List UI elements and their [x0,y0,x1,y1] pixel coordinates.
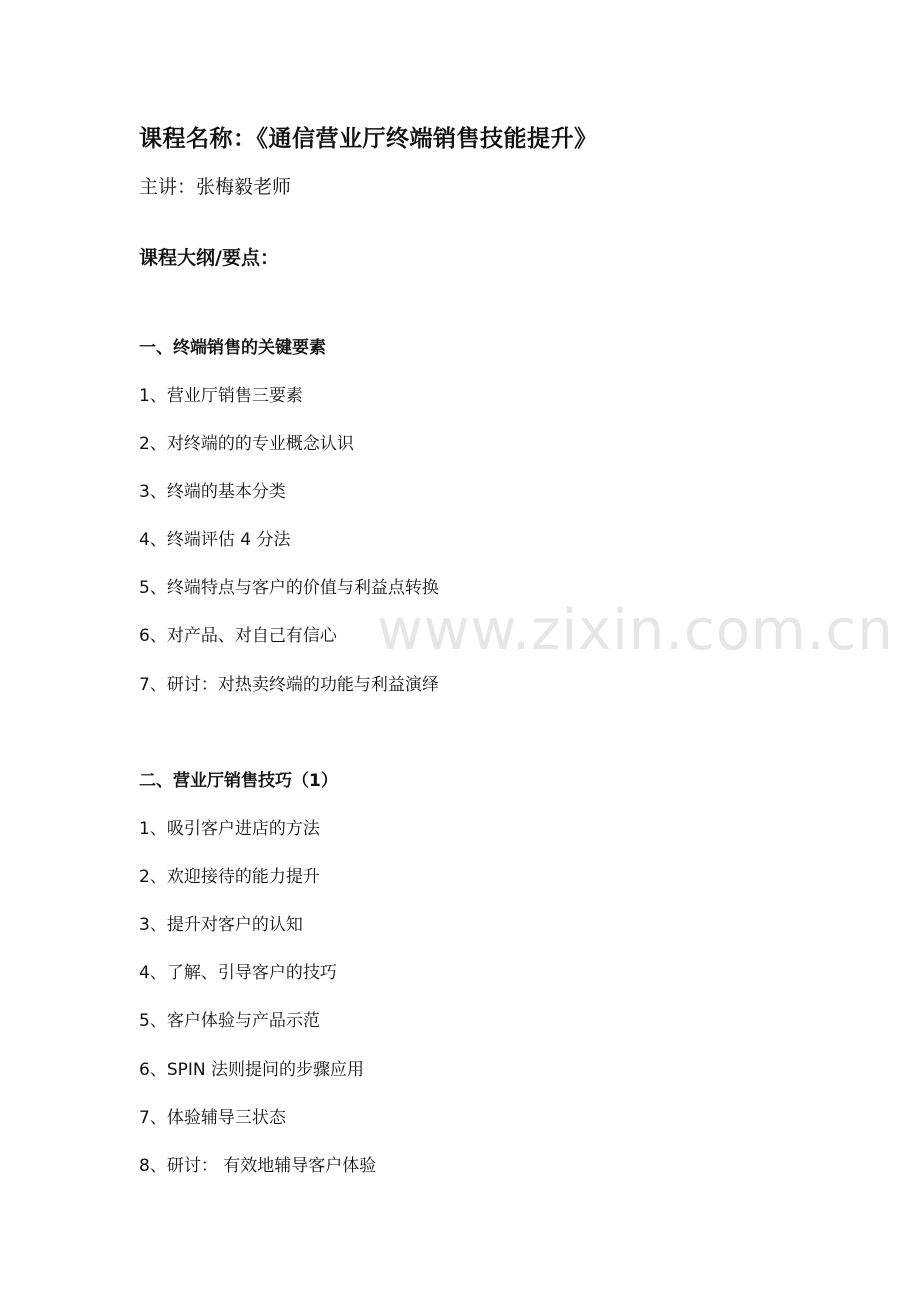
list-item: 5、终端特点与客户的价值与利益点转换 [139,578,439,598]
list-item: 7、研讨：对热卖终端的功能与利益演绎 [139,675,439,695]
list-item: 6、对产品、对自己有信心 [139,626,337,646]
course-title: 课程名称：《通信营业厅终端销售技能提升》 [139,126,598,152]
lecturer-line: 主讲：张梅毅老师 [139,176,292,198]
list-item: 5、客户体验与产品示范 [139,1011,320,1031]
list-item: 3、提升对客户的认知 [139,915,303,935]
list-item: 2、对终端的的专业概念认识 [139,434,354,454]
list-item: 3、终端的基本分类 [139,482,286,502]
list-item: 6、SPIN 法则提问的步骤应用 [139,1060,364,1080]
watermark: www.zixin.com.cn [377,598,894,663]
outline-heading: 课程大纲/要点： [139,247,279,269]
list-item: 1、营业厅销售三要素 [139,386,303,406]
list-item: 4、了解、引导客户的技巧 [139,963,337,983]
list-item: 1、吸引客户进店的方法 [139,819,320,839]
list-item: 7、体验辅导三状态 [139,1108,286,1128]
section-heading: 一、终端销售的关键要素 [139,338,326,358]
list-item: 8、研讨： 有效地辅导客户体验 [139,1156,377,1176]
list-item: 2、欢迎接待的能力提升 [139,867,320,887]
section-heading: 二、营业厅销售技巧（1） [139,771,338,791]
list-item: 4、终端评估 4 分法 [139,530,291,550]
